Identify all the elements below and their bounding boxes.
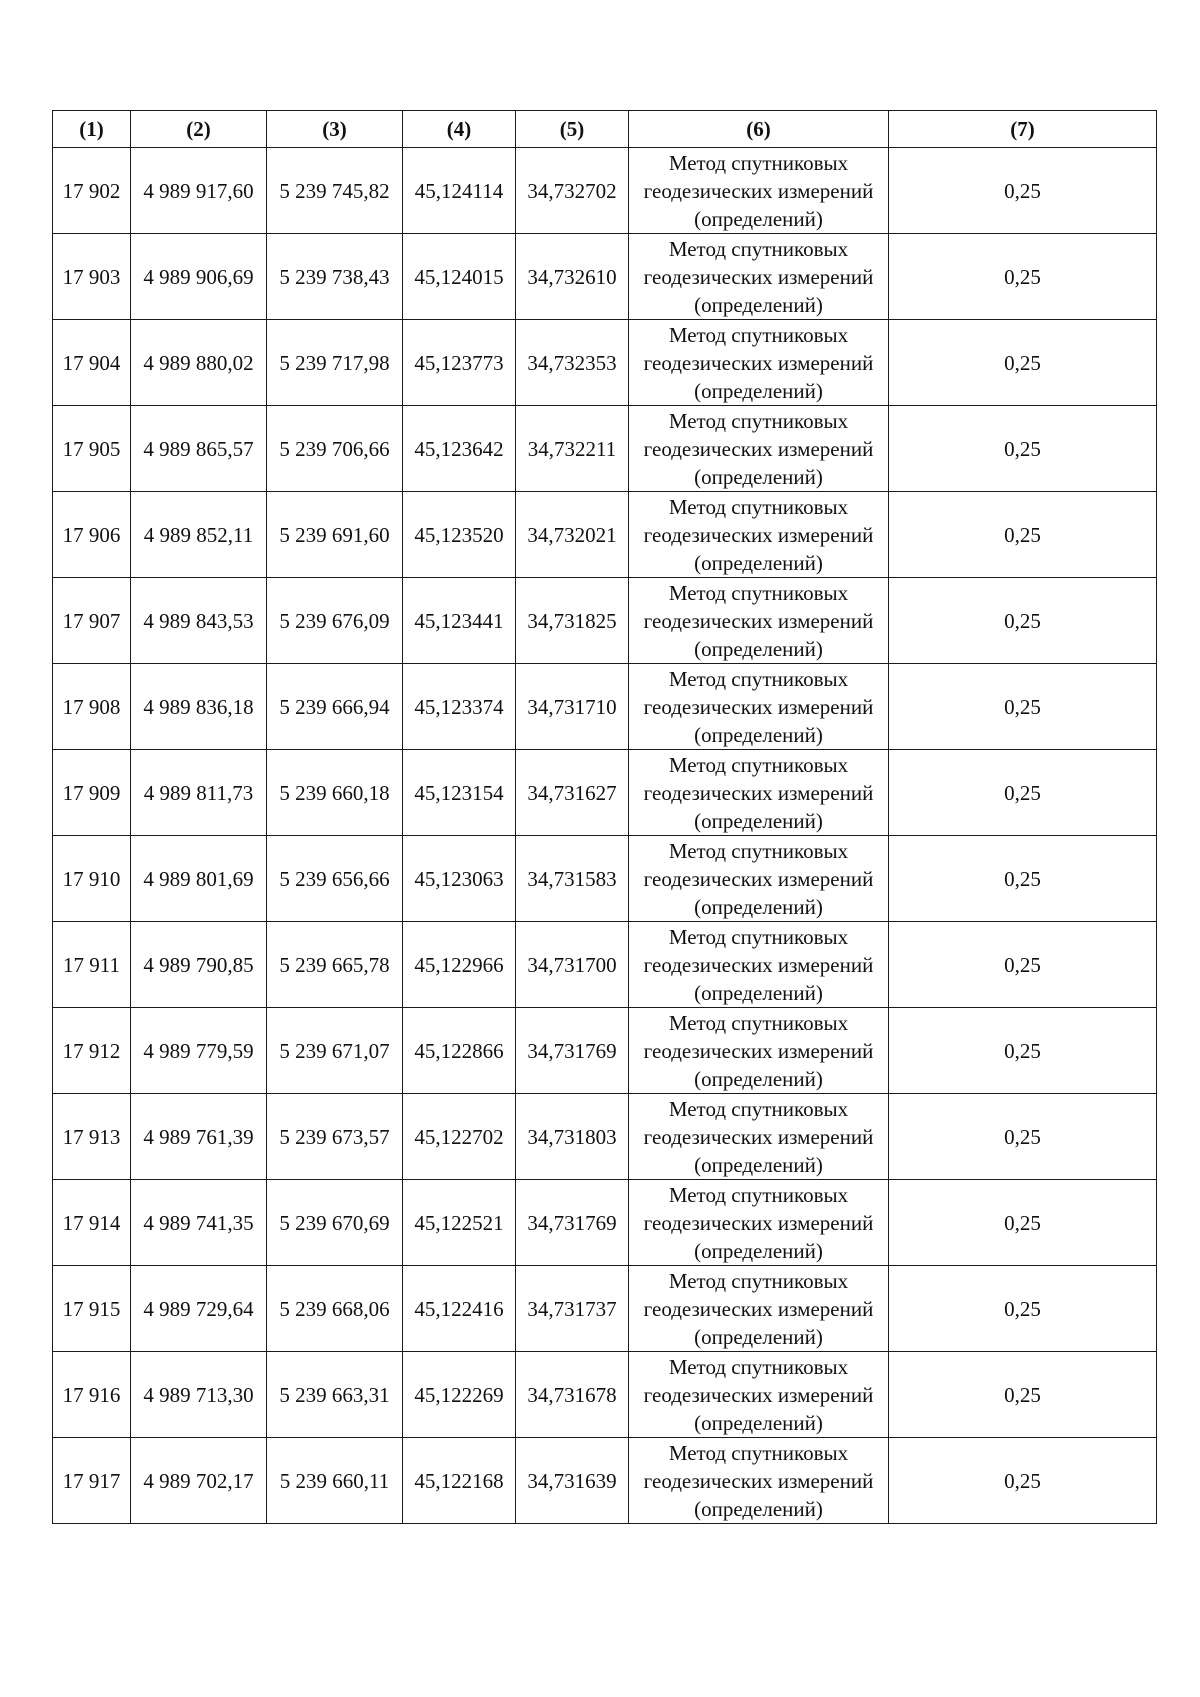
column-header-4: (4) xyxy=(403,111,516,148)
coord-x-cell: 4 989 811,73 xyxy=(131,750,267,836)
table-row xyxy=(53,320,1157,406)
latitude-cell: 45,124015 xyxy=(403,234,516,320)
point-number-cell: 17 915 xyxy=(53,1266,131,1352)
coord-y-cell: 5 239 673,57 xyxy=(267,1094,403,1180)
latitude-cell: 45,123642 xyxy=(403,406,516,492)
method-line: геодезических измерений xyxy=(643,608,874,633)
method-line: (определений) xyxy=(694,808,823,833)
accuracy-cell: 0,25 xyxy=(889,664,1157,750)
table-row xyxy=(53,406,1157,492)
longitude-cell: 34,732702 xyxy=(516,148,629,234)
coord-y-cell: 5 239 738,43 xyxy=(267,234,403,320)
coord-x-cell: 4 989 801,69 xyxy=(131,836,267,922)
accuracy-cell: 0,25 xyxy=(889,406,1157,492)
accuracy-cell: 0,25 xyxy=(889,148,1157,234)
accuracy-cell: 0,25 xyxy=(889,1352,1157,1438)
method-line: геодезических измерений xyxy=(643,522,874,547)
table-row xyxy=(53,148,1157,234)
coord-x-cell: 4 989 790,85 xyxy=(131,922,267,1008)
accuracy-cell: 0,25 xyxy=(889,492,1157,578)
accuracy-cell: 0,25 xyxy=(889,1266,1157,1352)
coord-y-cell: 5 239 663,31 xyxy=(267,1352,403,1438)
point-number-cell: 17 912 xyxy=(53,1008,131,1094)
latitude-cell: 45,122966 xyxy=(403,922,516,1008)
point-number-cell: 17 907 xyxy=(53,578,131,664)
method-cell xyxy=(629,922,889,1008)
point-number-cell: 17 916 xyxy=(53,1352,131,1438)
coord-y-cell: 5 239 656,66 xyxy=(267,836,403,922)
latitude-cell: 45,122702 xyxy=(403,1094,516,1180)
column-header-7: (7) xyxy=(889,111,1157,148)
longitude-cell: 34,731710 xyxy=(516,664,629,750)
method-line: геодезических измерений xyxy=(643,1124,874,1149)
method-line: геодезических измерений xyxy=(643,1468,874,1493)
method-line: геодезических измерений xyxy=(643,436,874,461)
coord-x-cell: 4 989 865,57 xyxy=(131,406,267,492)
latitude-cell: 45,124114 xyxy=(403,148,516,234)
method-line: Метод спутниковых xyxy=(668,1440,849,1465)
latitude-cell: 45,123154 xyxy=(403,750,516,836)
accuracy-cell: 0,25 xyxy=(889,1438,1157,1524)
coord-x-cell: 4 989 729,64 xyxy=(131,1266,267,1352)
method-line: геодезических измерений xyxy=(643,866,874,891)
column-header-2: (2) xyxy=(131,111,267,148)
coord-y-cell: 5 239 666,94 xyxy=(267,664,403,750)
method-line: Метод спутниковых xyxy=(668,1354,849,1379)
latitude-cell: 45,122521 xyxy=(403,1180,516,1266)
method-line: геодезических измерений xyxy=(643,178,874,203)
column-header-6: (6) xyxy=(629,111,889,148)
accuracy-cell: 0,25 xyxy=(889,320,1157,406)
latitude-cell: 45,123063 xyxy=(403,836,516,922)
longitude-cell: 34,731737 xyxy=(516,1266,629,1352)
longitude-cell: 34,731700 xyxy=(516,922,629,1008)
method-cell xyxy=(629,148,889,234)
coord-y-cell: 5 239 745,82 xyxy=(267,148,403,234)
method-cell xyxy=(629,1352,889,1438)
coord-y-cell: 5 239 706,66 xyxy=(267,406,403,492)
method-line: геодезических измерений xyxy=(643,1296,874,1321)
method-line: Метод спутниковых xyxy=(668,1268,849,1293)
method-cell xyxy=(629,492,889,578)
table-row xyxy=(53,1352,1157,1438)
point-number-cell: 17 917 xyxy=(53,1438,131,1524)
method-line: (определений) xyxy=(694,464,823,489)
method-line: (определений) xyxy=(694,636,823,661)
method-line: Метод спутниковых xyxy=(668,150,849,175)
table-row xyxy=(53,664,1157,750)
coord-x-cell: 4 989 741,35 xyxy=(131,1180,267,1266)
method-line: Метод спутниковых xyxy=(668,752,849,777)
longitude-cell: 34,731825 xyxy=(516,578,629,664)
method-line: (определений) xyxy=(694,378,823,403)
coord-x-cell: 4 989 713,30 xyxy=(131,1352,267,1438)
longitude-cell: 34,731678 xyxy=(516,1352,629,1438)
longitude-cell: 34,731769 xyxy=(516,1180,629,1266)
table-body xyxy=(53,148,1157,1524)
table-row xyxy=(53,836,1157,922)
coord-y-cell: 5 239 691,60 xyxy=(267,492,403,578)
method-line: Метод спутниковых xyxy=(668,838,849,863)
coord-y-cell: 5 239 660,18 xyxy=(267,750,403,836)
table-row xyxy=(53,1008,1157,1094)
point-number-cell: 17 908 xyxy=(53,664,131,750)
coord-x-cell: 4 989 852,11 xyxy=(131,492,267,578)
method-cell xyxy=(629,578,889,664)
coord-x-cell: 4 989 779,59 xyxy=(131,1008,267,1094)
method-cell xyxy=(629,1180,889,1266)
longitude-cell: 34,731769 xyxy=(516,1008,629,1094)
method-cell xyxy=(629,664,889,750)
accuracy-cell: 0,25 xyxy=(889,922,1157,1008)
longitude-cell: 34,732610 xyxy=(516,234,629,320)
point-number-cell: 17 909 xyxy=(53,750,131,836)
longitude-cell: 34,731803 xyxy=(516,1094,629,1180)
table-row xyxy=(53,578,1157,664)
coord-y-cell: 5 239 671,07 xyxy=(267,1008,403,1094)
method-line: (определений) xyxy=(694,1496,823,1521)
method-line: (определений) xyxy=(694,1152,823,1177)
coord-x-cell: 4 989 836,18 xyxy=(131,664,267,750)
point-number-cell: 17 914 xyxy=(53,1180,131,1266)
table-header xyxy=(53,111,1157,148)
point-number-cell: 17 911 xyxy=(53,922,131,1008)
table-row xyxy=(53,922,1157,1008)
table-row xyxy=(53,1266,1157,1352)
table-row xyxy=(53,1180,1157,1266)
longitude-cell: 34,731627 xyxy=(516,750,629,836)
method-cell xyxy=(629,750,889,836)
method-line: Метод спутниковых xyxy=(668,322,849,347)
longitude-cell: 34,732021 xyxy=(516,492,629,578)
coord-x-cell: 4 989 880,02 xyxy=(131,320,267,406)
coordinates-table xyxy=(52,110,1157,1524)
method-line: геодезических измерений xyxy=(643,1210,874,1235)
method-cell xyxy=(629,234,889,320)
method-line: геодезических измерений xyxy=(643,350,874,375)
point-number-cell: 17 902 xyxy=(53,148,131,234)
accuracy-cell: 0,25 xyxy=(889,578,1157,664)
method-cell xyxy=(629,320,889,406)
method-line: геодезических измерений xyxy=(643,780,874,805)
latitude-cell: 45,123441 xyxy=(403,578,516,664)
method-line: геодезических измерений xyxy=(643,1382,874,1407)
coord-x-cell: 4 989 702,17 xyxy=(131,1438,267,1524)
table-row xyxy=(53,492,1157,578)
method-line: (определений) xyxy=(694,1066,823,1091)
method-line: Метод спутниковых xyxy=(668,1096,849,1121)
table-row xyxy=(53,234,1157,320)
latitude-cell: 45,123773 xyxy=(403,320,516,406)
method-cell xyxy=(629,1438,889,1524)
method-line: (определений) xyxy=(694,894,823,919)
accuracy-cell: 0,25 xyxy=(889,234,1157,320)
latitude-cell: 45,123374 xyxy=(403,664,516,750)
method-line: (определений) xyxy=(694,1238,823,1263)
method-line: (определений) xyxy=(694,1410,823,1435)
latitude-cell: 45,122866 xyxy=(403,1008,516,1094)
point-number-cell: 17 904 xyxy=(53,320,131,406)
method-line: Метод спутниковых xyxy=(668,1010,849,1035)
point-number-cell: 17 913 xyxy=(53,1094,131,1180)
latitude-cell: 45,122269 xyxy=(403,1352,516,1438)
point-number-cell: 17 905 xyxy=(53,406,131,492)
method-line: Метод спутниковых xyxy=(668,408,849,433)
coord-x-cell: 4 989 843,53 xyxy=(131,578,267,664)
accuracy-cell: 0,25 xyxy=(889,750,1157,836)
method-line: (определений) xyxy=(694,206,823,231)
column-header-1: (1) xyxy=(53,111,131,148)
coord-y-cell: 5 239 676,09 xyxy=(267,578,403,664)
latitude-cell: 45,122416 xyxy=(403,1266,516,1352)
point-number-cell: 17 903 xyxy=(53,234,131,320)
longitude-cell: 34,731583 xyxy=(516,836,629,922)
coord-y-cell: 5 239 665,78 xyxy=(267,922,403,1008)
header-row xyxy=(53,111,1157,148)
latitude-cell: 45,122168 xyxy=(403,1438,516,1524)
latitude-cell: 45,123520 xyxy=(403,492,516,578)
point-number-cell: 17 906 xyxy=(53,492,131,578)
coord-x-cell: 4 989 761,39 xyxy=(131,1094,267,1180)
method-line: геодезических измерений xyxy=(643,694,874,719)
accuracy-cell: 0,25 xyxy=(889,1180,1157,1266)
coord-y-cell: 5 239 717,98 xyxy=(267,320,403,406)
point-number-cell: 17 910 xyxy=(53,836,131,922)
coord-x-cell: 4 989 917,60 xyxy=(131,148,267,234)
longitude-cell: 34,732353 xyxy=(516,320,629,406)
accuracy-cell: 0,25 xyxy=(889,1094,1157,1180)
method-line: геодезических измерений xyxy=(643,1038,874,1063)
method-line: Метод спутниковых xyxy=(668,494,849,519)
method-line: Метод спутниковых xyxy=(668,236,849,261)
method-line: (определений) xyxy=(694,722,823,747)
method-line: Метод спутниковых xyxy=(668,666,849,691)
method-line: (определений) xyxy=(694,550,823,575)
column-header-3: (3) xyxy=(267,111,403,148)
method-line: (определений) xyxy=(694,980,823,1005)
accuracy-cell: 0,25 xyxy=(889,836,1157,922)
method-line: (определений) xyxy=(694,1324,823,1349)
method-cell xyxy=(629,406,889,492)
coord-y-cell: 5 239 670,69 xyxy=(267,1180,403,1266)
method-line: геодезических измерений xyxy=(643,264,874,289)
accuracy-cell: 0,25 xyxy=(889,1008,1157,1094)
longitude-cell: 34,732211 xyxy=(516,406,629,492)
method-line: геодезических измерений xyxy=(643,952,874,977)
method-line: Метод спутниковых xyxy=(668,924,849,949)
coord-x-cell: 4 989 906,69 xyxy=(131,234,267,320)
coord-y-cell: 5 239 660,11 xyxy=(267,1438,403,1524)
method-cell xyxy=(629,1008,889,1094)
table-row xyxy=(53,750,1157,836)
column-header-5: (5) xyxy=(516,111,629,148)
method-line: Метод спутниковых xyxy=(668,1182,849,1207)
method-line: (определений) xyxy=(694,292,823,317)
method-cell xyxy=(629,1094,889,1180)
table-row xyxy=(53,1094,1157,1180)
table-row xyxy=(53,1438,1157,1524)
method-cell xyxy=(629,1266,889,1352)
method-line: Метод спутниковых xyxy=(668,580,849,605)
longitude-cell: 34,731639 xyxy=(516,1438,629,1524)
coord-y-cell: 5 239 668,06 xyxy=(267,1266,403,1352)
method-cell xyxy=(629,836,889,922)
